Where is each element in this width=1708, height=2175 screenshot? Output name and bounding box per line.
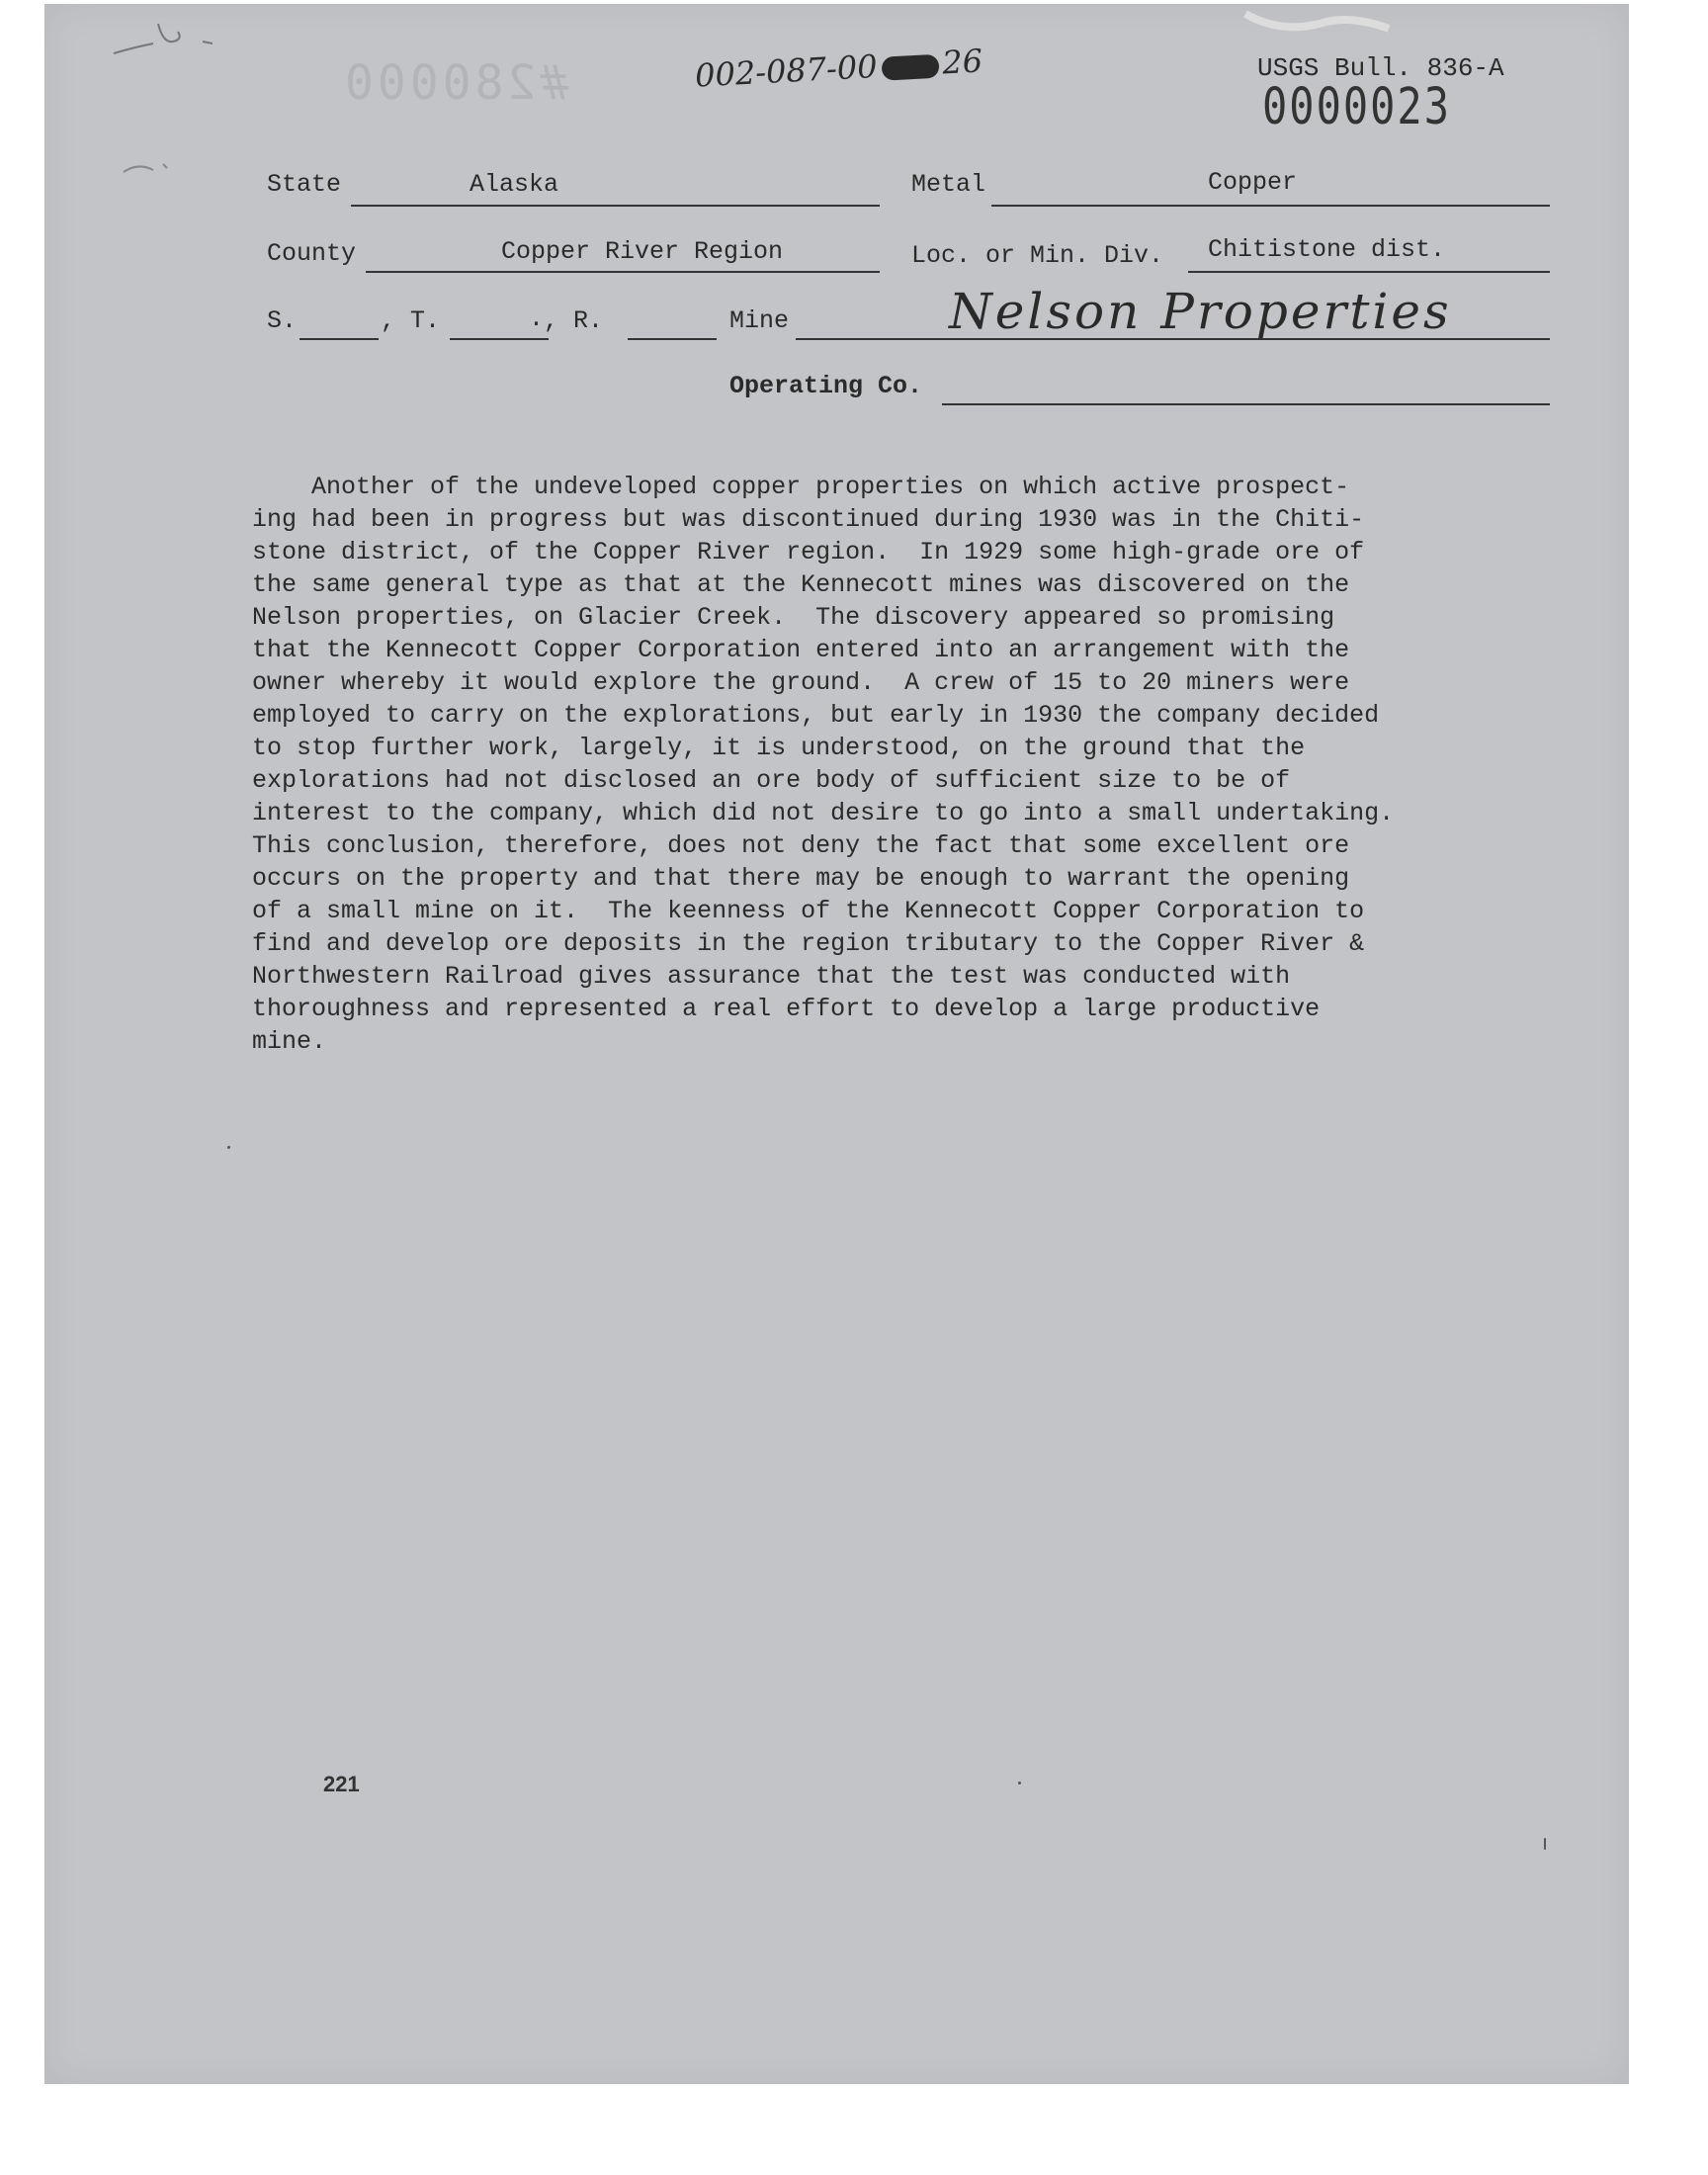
text-line: explorations had not disclosed an ore body of sufficient size to be of [252, 766, 1291, 795]
text-line: This conclusion, therefore, does not deny the fact that some excellent ore [252, 831, 1350, 860]
stamped-number: 0000023 [1262, 77, 1452, 135]
text-line: ing had been in progress but was discontinued during 1930 was in the Chiti- [252, 505, 1365, 534]
handwritten-code-text: 002-087-00 [694, 46, 879, 95]
section-label: S. [267, 306, 298, 335]
text-line: interest to the company, which did not desire to go into a small undertaking. [252, 799, 1395, 827]
township-line [450, 338, 549, 340]
county-line [366, 271, 880, 273]
text-line: employed to carry on the explorations, but early in 1930 the company decided [252, 701, 1380, 730]
operating-co-label: Operating Co. [729, 372, 923, 400]
county-label: County [267, 239, 357, 268]
operating-co-line [942, 403, 1550, 405]
text-line: to stop further work, largely, it is understood, on the ground that the [252, 734, 1306, 762]
loc-line [1188, 271, 1550, 273]
text-line: find and develop ore deposits in the region tributary to the Copper River & [252, 929, 1365, 958]
text-line: Another of the undeveloped copper properties on which active prospect- [252, 473, 1350, 501]
metal-value: Copper [1208, 168, 1298, 197]
loc-value: Chitistone dist. [1208, 235, 1446, 264]
ghost-number: #280000 [341, 55, 569, 111]
text-line: stone district, of the Copper River region. In 1929 some high-grade ore of [252, 538, 1365, 566]
pencil-mark [104, 152, 183, 192]
county-value: Copper River Region [501, 237, 784, 266]
mine-label: Mine [729, 306, 790, 335]
range-label: , R. [544, 306, 604, 335]
text-line: of a small mine on it. The keenness of the Kennecott Copper Corporation to [252, 897, 1365, 925]
township-dot: . [529, 304, 545, 333]
pencil-scribble [104, 14, 242, 73]
text-line: the same general type as that at the Kennecott mines was discovered on the [252, 570, 1350, 599]
page-number: 221 [323, 1772, 360, 1796]
description-text [252, 471, 1537, 1058]
loc-label: Loc. or Min. Div. [911, 241, 1164, 270]
text-line: owner whereby it would explore the ground. A crew of 15 to 20 miners were [252, 668, 1350, 697]
section-line [299, 338, 379, 340]
speck [1018, 1782, 1021, 1784]
scribbled-out-mark [881, 53, 939, 80]
metal-label: Metal [911, 170, 986, 199]
handwritten-file-code [694, 42, 983, 94]
metal-line [991, 205, 1550, 207]
corner-tear [1240, 4, 1399, 44]
speck [1544, 1838, 1546, 1850]
text-line: thoroughness and represented a real effort to develop a large productive [252, 995, 1321, 1023]
state-value: Alaska [470, 170, 559, 199]
text-line: mine. [252, 1027, 327, 1056]
range-line [628, 338, 717, 340]
speck [227, 1146, 230, 1149]
text-line: occurs on the property and that there may be enough to warrant the opening [252, 864, 1350, 893]
text-line: Nelson properties, on Glacier Creek. The discovery appeared so promising [252, 603, 1335, 632]
mine-value-handwritten: Nelson Properties [949, 283, 1452, 340]
text-line: that the Kennecott Copper Corporation entered into an arrangement with the [252, 636, 1350, 664]
township-label: , T. [381, 306, 441, 335]
document-page [44, 4, 1629, 2084]
publication-reference: USGS Bull. 836-A [1257, 53, 1504, 83]
state-line [351, 205, 880, 207]
text-line: Northwestern Railroad gives assurance that the test was conducted with [252, 962, 1291, 991]
state-label: State [267, 170, 342, 199]
handwritten-code-suffix: 26 [941, 42, 984, 82]
